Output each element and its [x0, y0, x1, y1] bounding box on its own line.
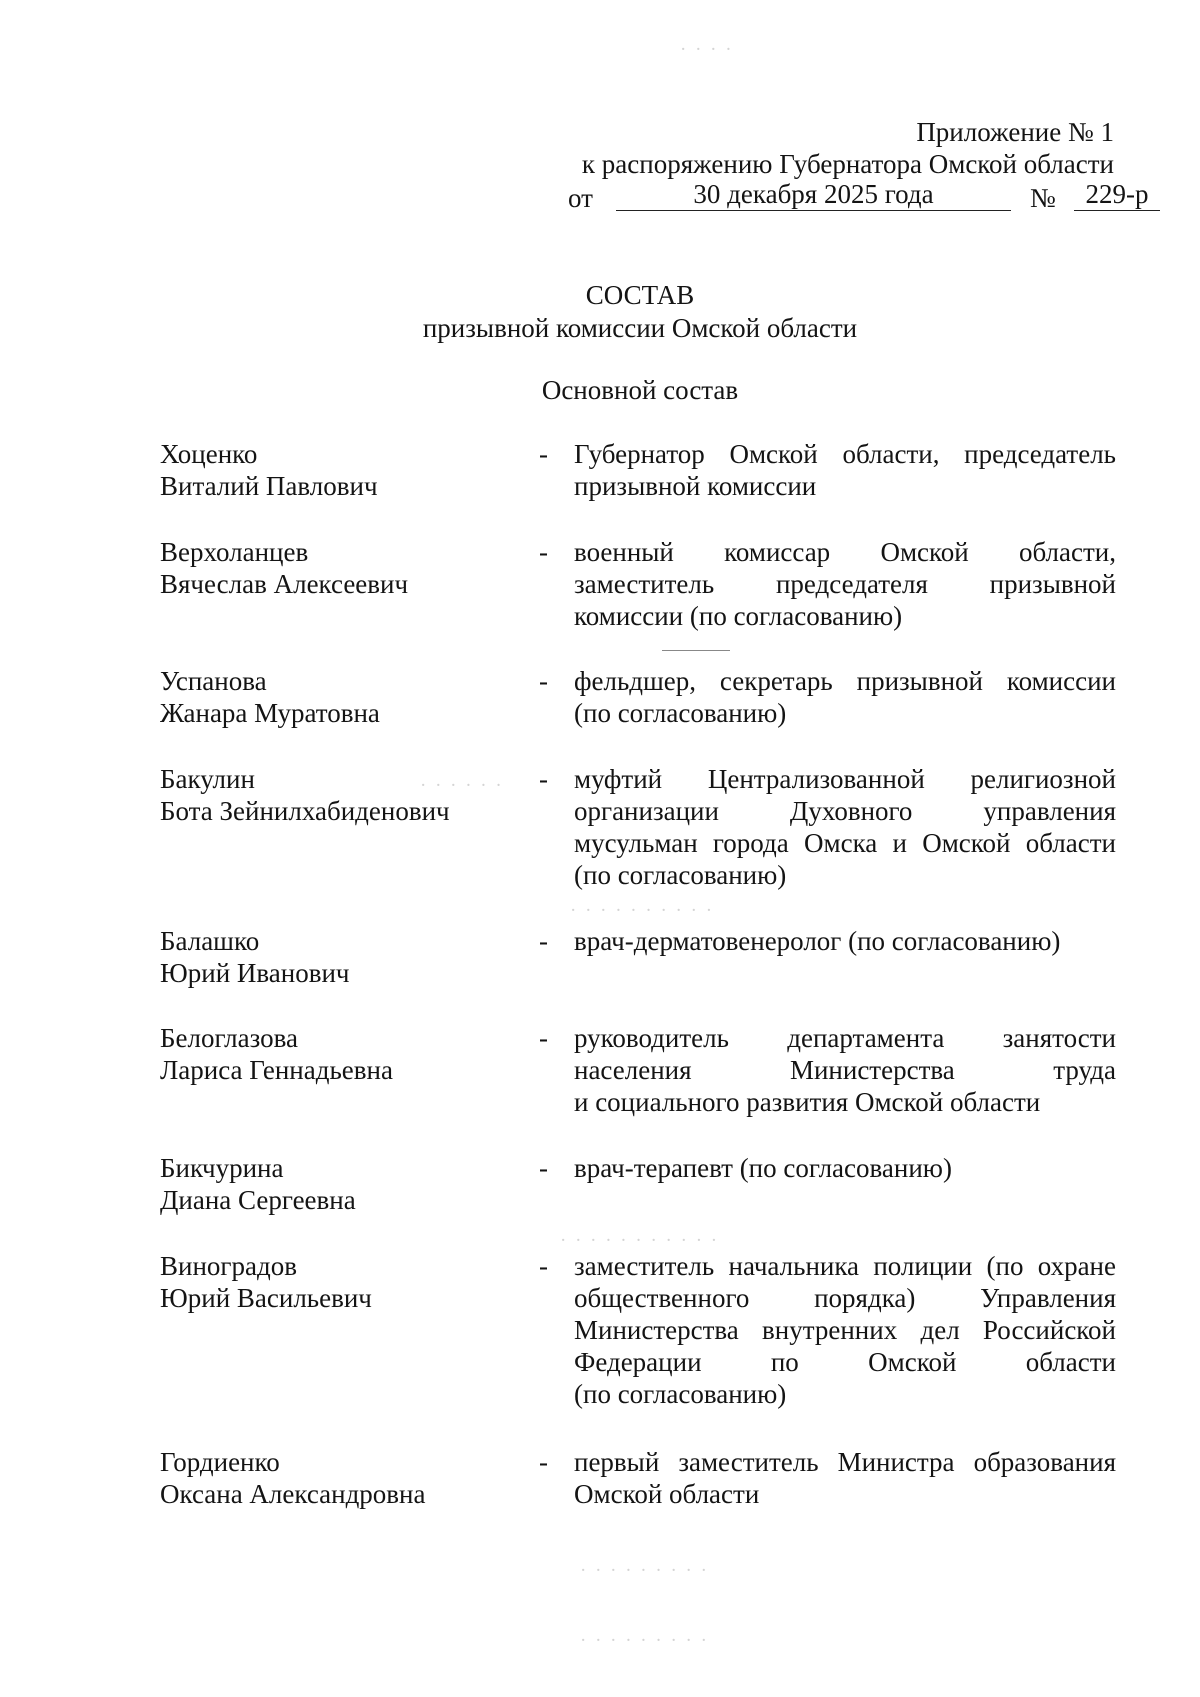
- member-name: [160, 1446, 530, 1510]
- bleed-through-mark: · · · · · · · · · · ·: [560, 1230, 720, 1251]
- member-name: [160, 1152, 530, 1216]
- member-position: [574, 763, 1116, 891]
- member-dash: -: [539, 1153, 548, 1183]
- member-dash: -: [539, 439, 548, 469]
- member-given-names: Диана Сергеевна: [160, 1185, 356, 1215]
- member-name: [160, 536, 530, 600]
- member-name: [160, 763, 530, 827]
- document-subtitle: призывной комиссии Омской области: [422, 313, 858, 343]
- position-line: Омской области: [574, 1479, 760, 1509]
- position-line: военный комиссар Омской области,: [574, 537, 1116, 567]
- bleed-through-mark: · · · ·: [680, 39, 734, 60]
- appendix-date-number-line: [534, 178, 1149, 213]
- from-label: от: [568, 183, 593, 213]
- separator-line: [662, 650, 730, 651]
- member-dash: -: [539, 926, 548, 956]
- position-line: общественного порядка) Управления: [574, 1283, 1116, 1313]
- member-given-names: Юрий Иванович: [160, 958, 350, 988]
- member-surname: Бикчурина: [160, 1153, 284, 1183]
- member-position: [574, 1446, 1116, 1510]
- position-line: врач-дерматовенеролог (по согласованию): [574, 926, 1061, 956]
- position-line: населения Министерства труда: [574, 1055, 1116, 1085]
- position-line: заместитель председателя призывной: [574, 569, 1116, 599]
- position-line: Федерации по Омской области: [574, 1347, 1116, 1377]
- member-position: [574, 925, 1116, 957]
- member-dash: -: [539, 1447, 548, 1477]
- member-given-names: Жанара Муратовна: [160, 698, 380, 728]
- position-line: комиссии (по согласованию): [574, 601, 903, 631]
- position-line: муфтий Централизованной религиозной: [574, 764, 1116, 794]
- appendix-reference: к распоряжению Губернатора Омской области: [581, 149, 1114, 179]
- member-dash: -: [539, 666, 548, 696]
- bleed-through-mark: · · · · · ·: [420, 775, 504, 796]
- position-line: фельдшер, секретарь призывной комиссии: [574, 666, 1116, 696]
- member-surname: Виноградов: [160, 1251, 297, 1281]
- member-surname: Успанова: [160, 666, 267, 696]
- position-line: организации Духовного управления: [574, 796, 1116, 826]
- member-surname: Гордиенко: [160, 1447, 280, 1477]
- section-heading: Основной состав: [541, 375, 739, 405]
- bleed-through-mark: · · · · · · · · · ·: [570, 900, 715, 921]
- member-name: [160, 1250, 530, 1314]
- position-line: призывной комиссии: [574, 471, 817, 501]
- member-position: [574, 438, 1116, 502]
- member-surname: Белоглазова: [160, 1023, 299, 1053]
- position-line: руководитель департамента занятости: [574, 1023, 1116, 1053]
- bleed-through-mark: · · · · · · · · ·: [580, 1630, 709, 1651]
- order-number: 229-р: [1074, 178, 1160, 211]
- member-dash: -: [539, 537, 548, 567]
- member-dash: -: [539, 764, 548, 794]
- member-position: [574, 1152, 1116, 1184]
- member-given-names: Юрий Васильевич: [160, 1283, 372, 1313]
- member-name: [160, 665, 530, 729]
- member-position: [574, 1250, 1116, 1410]
- member-position: [574, 1022, 1116, 1118]
- appendix-header: [534, 116, 1149, 213]
- position-line: и социального развития Омской области: [574, 1087, 1041, 1117]
- member-name: [160, 438, 530, 502]
- position-line: заместитель начальника полиции (по охране: [574, 1251, 1116, 1281]
- position-line: врач-терапевт (по согласованию): [574, 1153, 952, 1183]
- member-dash: -: [539, 1251, 548, 1281]
- member-surname: Верхоланцев: [160, 537, 309, 567]
- member-given-names: Вячеслав Алексеевич: [160, 569, 409, 599]
- number-label: №: [1030, 183, 1056, 213]
- member-given-names: Лариса Геннадьевна: [160, 1055, 393, 1085]
- position-line: мусульман города Омска и Омской области: [574, 828, 1116, 858]
- member-dash: -: [539, 1023, 548, 1053]
- member-surname: Бакулин: [160, 764, 255, 794]
- position-line: (по согласованию): [574, 1379, 787, 1409]
- member-name: [160, 925, 530, 989]
- member-given-names: Виталий Павлович: [160, 471, 378, 501]
- appendix-title: Приложение № 1: [916, 117, 1114, 147]
- position-line: Губернатор Омской области, председатель: [574, 439, 1116, 469]
- order-date: 30 декабря 2025 года: [616, 178, 1011, 211]
- member-position: [574, 665, 1116, 729]
- member-position: [574, 536, 1116, 632]
- bleed-through-mark: · · · · · · · · ·: [580, 1560, 709, 1581]
- document-title: СОСТАВ: [585, 280, 695, 310]
- member-given-names: Бота Зейнилхабиденович: [160, 796, 450, 826]
- position-line: Министерства внутренних дел Российской: [574, 1315, 1116, 1345]
- member-surname: Хоценко: [160, 439, 258, 469]
- position-line: (по согласованию): [574, 698, 787, 728]
- member-surname: Балашко: [160, 926, 260, 956]
- position-line: первый заместитель Министра образования: [574, 1447, 1116, 1477]
- member-name: [160, 1022, 530, 1086]
- position-line: (по согласованию): [574, 860, 787, 890]
- member-given-names: Оксана Александровна: [160, 1479, 426, 1509]
